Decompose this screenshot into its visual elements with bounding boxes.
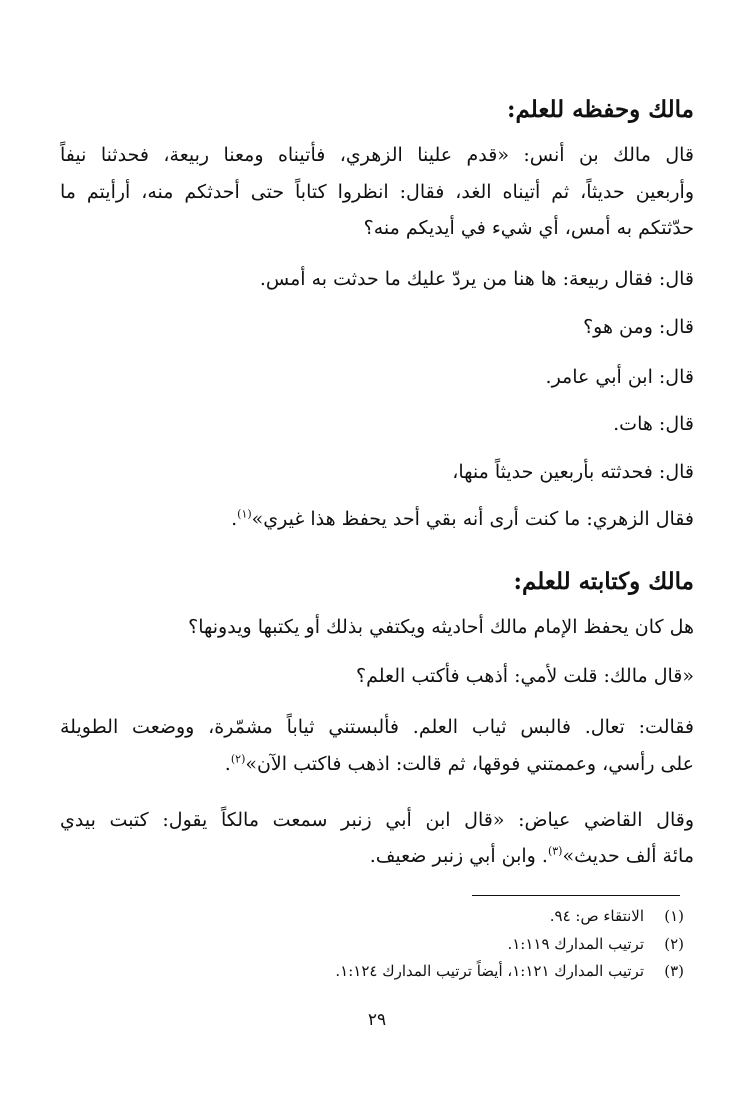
footnote-item [550, 907, 684, 925]
footnote-ref-1[interactable]: (١) [237, 507, 252, 521]
mother-line-2-end: . [224, 753, 231, 775]
footnote-number: (٣) [664, 962, 684, 980]
footnote-text: ترتيب المدارك ١:١٢١، أيضاً ترتيب المدارك ١:١٢٤. [335, 962, 644, 980]
dialogue-line: قال: هات. [613, 413, 694, 435]
footnote-text: الانتقاء ص: ٩٤. [549, 907, 644, 925]
paragraph-line: قال مالك بن أنس: «قدم علينا الزهري، فأتيناه ومعنا ربيعة، فحدثنا نيفاً [60, 144, 694, 166]
paragraph-line: حدّثتكم به أمس، أي شيء في أيديكم منه؟ [363, 217, 694, 239]
zuhri-quote-line [231, 508, 694, 530]
paragraph-line: وأربعين حديثاً، ثم أتيناه الغد، فقال: انظروا كتاباً حتى أحدثكم منه، أرأيتم ما [60, 181, 694, 203]
section-heading-memorization: مالك وحفظه للعلم: [506, 96, 694, 123]
zuhri-quote-text: فقال الزهري: ما كنت أرى أنه بقي أحد يحفظ هذا غيري» [251, 508, 694, 530]
footnote-ref-3[interactable]: (٣) [547, 844, 563, 858]
zuhri-quote-end: . [231, 508, 238, 530]
footnote-number: (٢) [664, 935, 684, 953]
footnote-item [335, 962, 684, 980]
qadi-line-2-text: مائة ألف حديث» [562, 845, 694, 867]
dialogue-line: قال: فقال ربيعة: ها هنا من يردّ عليك ما حدثت به أمس. [259, 268, 694, 290]
qadi-line-2-end: . وابن أبي زنبر ضعيف. [369, 845, 548, 867]
footnote-number: (١) [664, 907, 684, 925]
dialogue-line: قال: ومن هو؟ [583, 316, 694, 338]
footnote-divider [472, 895, 680, 896]
footnote-item [507, 935, 684, 953]
mother-line-1: فقالت: تعال. فالبس ثياب العلم. فألبستني ثياباً مشمّرة، ووضعت الطويلة [60, 716, 694, 738]
qadi-line-2 [370, 845, 694, 867]
mother-line-2 [225, 753, 694, 775]
footnote-ref-2[interactable]: (٢) [230, 752, 246, 766]
page-number: ٢٩ [367, 1010, 387, 1030]
qadi-line-1: وقال القاضي عياض: «قال ابن أبي زنبر سمعت مالكاً يقول: كتبت بيدي [60, 809, 694, 831]
question-line: هل كان يحفظ الإمام مالك أحاديثه ويكتفي بذلك أو يكتبها ويدونها؟ [188, 616, 694, 638]
mother-line-2-text: على رأسي، وعممتني فوقها، ثم قالت: اذهب فاكتب الآن» [245, 753, 694, 775]
footnote-text: ترتيب المدارك ١:١١٩. [507, 935, 644, 953]
dialogue-line: قال: فحدثته بأربعين حديثاً منها، [452, 461, 694, 483]
malik-quote-line: «قال مالك: قلت لأمي: أذهب فأكتب العلم؟ [356, 665, 694, 687]
section-heading-writing: مالك وكتابته للعلم: [513, 568, 694, 595]
dialogue-line: قال: ابن أبي عامر. [545, 366, 694, 388]
